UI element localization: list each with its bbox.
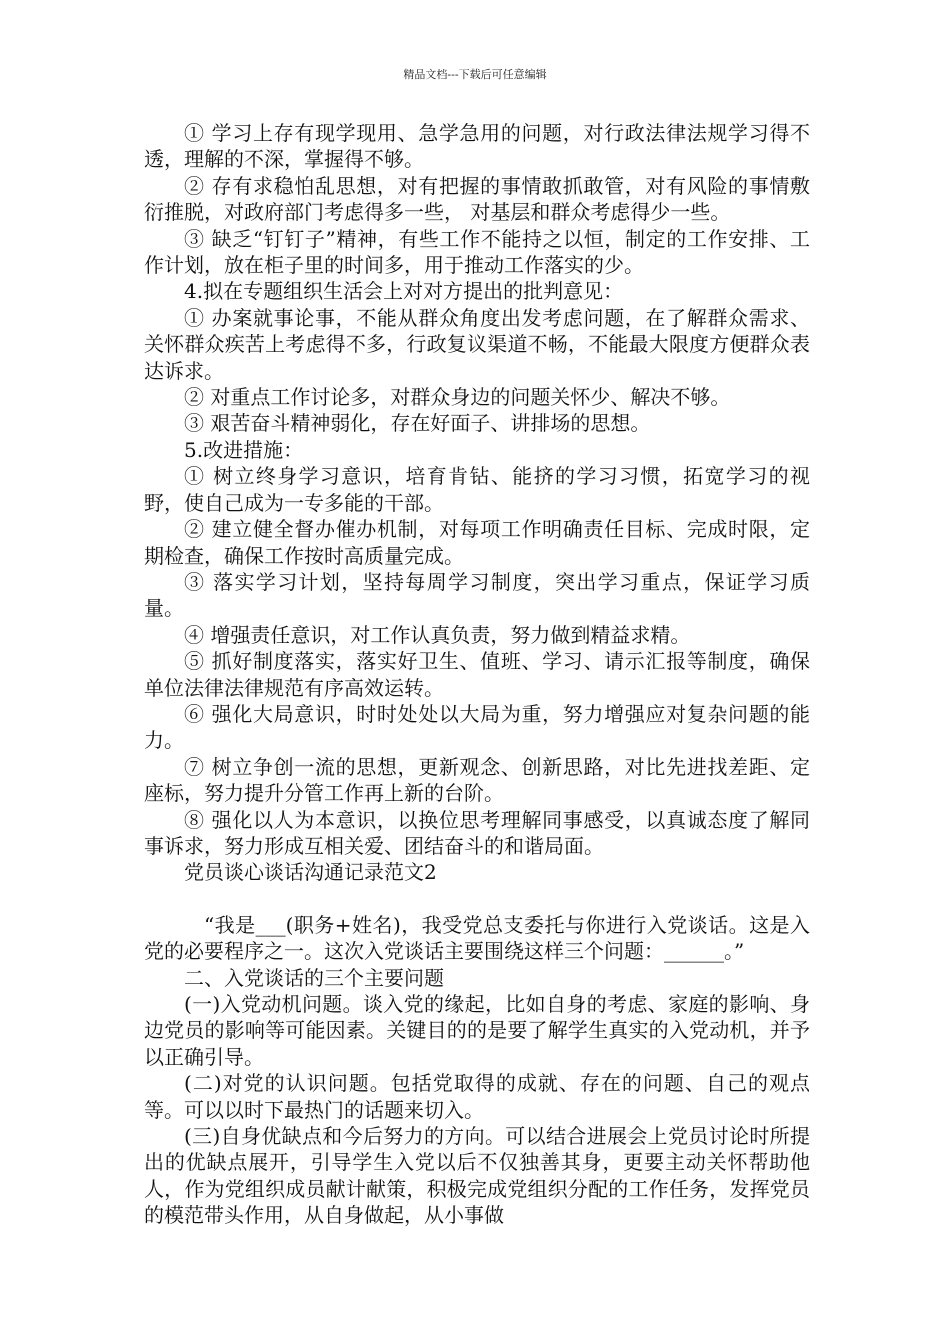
paragraph: (二)对党的认识问题。包括党取得的成就、存在的问题、自己的观点等。可以以时下最热门的话题来切入。 [144, 1071, 810, 1122]
section-heading: 二、入党谈话的三个主要问题 [184, 965, 444, 990]
paragraph: (三)自身优缺点和今后努力的方向。可以结合进展会上党员讨论时所提出的优缺点展开，引导学生入党以后不仅独善其身，更要主动关怀帮助他人，作为党组织成员献计献策，积极完成党组织分配的工作任务，发挥党员的模范带头作用，从自身做起，从小事做 [144, 1124, 810, 1228]
document-title: 党员谈心谈话沟通记录范文2 [184, 860, 437, 885]
paragraph: ③ 落实学习计划，坚持每周学习制度，突出学习重点，保证学习质量。 [144, 569, 810, 621]
paragraph: ② 建立健全督办催办机制，对每项工作明确责任目标、完成时限，定期检查，确保工作按时高质量完成。 [144, 517, 810, 568]
document-body [144, 120, 810, 1229]
paragraph: ⑤ 抓好制度落实，落实好卫生、值班、学习、请示汇报等制度，确保单位法律法律规范有序高效运转。 [144, 649, 810, 700]
paragraph: ⑦ 树立争创一流的思想，更新观念、创新思路，对比先进找差距、定座标，努力提升分管工作再上新的台阶。 [144, 754, 810, 806]
paragraph: “我是___(职务+姓名)，我受党总支委托与你进行入党谈话。这是入党的必要程序之一。这次入党谈话主要围绕这样三个问题：______。” [144, 912, 810, 964]
paragraph: ④ 增强责任意识，对工作认真负责，努力做到精益求精。 [184, 622, 691, 647]
paragraph: ① 学习上存有现学现用、急学急用的问题，对行政法律法规学习得不透，理解的不深，掌握得不够。 [144, 121, 810, 172]
paragraph: ③ 艰苦奋斗精神弱化，存在好面子、讲排场的思想。 [184, 411, 651, 436]
paragraph: ② 存有求稳怕乱思想，对有把握的事情敢抓敢管，对有风险的事情敷衍推脱，对政府部门考虑得多一些， 对基层和群众考虑得少一些。 [144, 173, 810, 225]
blank-line [144, 886, 810, 912]
paragraph: ⑧ 强化以人为本意识，以换位思考理解同事感受，以真诚态度了解同事诉求，努力形成互相关爱、团结奋斗的和谐局面。 [144, 807, 810, 858]
section-heading: 5.改进措施： [184, 437, 304, 462]
page-header: 精品文档---下载后可任意编辑 [403, 68, 547, 81]
paragraph: (一)入党动机问题。谈入党的缘起，比如自身的考虑、家庭的影响、身边党员的影响等可能因素。关键目的的是要了解学生真实的入党动机，并予以正确引导。 [144, 992, 810, 1069]
paragraph: ③ 缺乏“钉钉子”精神，有些工作不能持之以恒，制定的工作安排、工作计划，放在柜子里的时间多，用于推动工作落实的少。 [144, 226, 810, 278]
section-heading: 4.拟在专题组织生活会上对对方提出的批判意见： [184, 279, 624, 304]
paragraph: ⑥ 强化大局意识，时时处处以大局为重，努力增强应对复杂问题的能力。 [144, 701, 810, 753]
paragraph: ① 办案就事论事，不能从群众角度出发考虑问题，在了解群众需求、关怀群众疾苦上考虑得不多，行政复议渠道不畅，不能最大限度方便群众表达诉求。 [144, 305, 810, 383]
paragraph: ② 对重点工作讨论多，对群众身边的问题关怀少、解决不够。 [184, 385, 731, 410]
paragraph: ① 树立终身学习意识，培育肯钻、能挤的学习习惯，拓宽学习的视野，使自己成为一专多能的干部。 [144, 464, 810, 515]
